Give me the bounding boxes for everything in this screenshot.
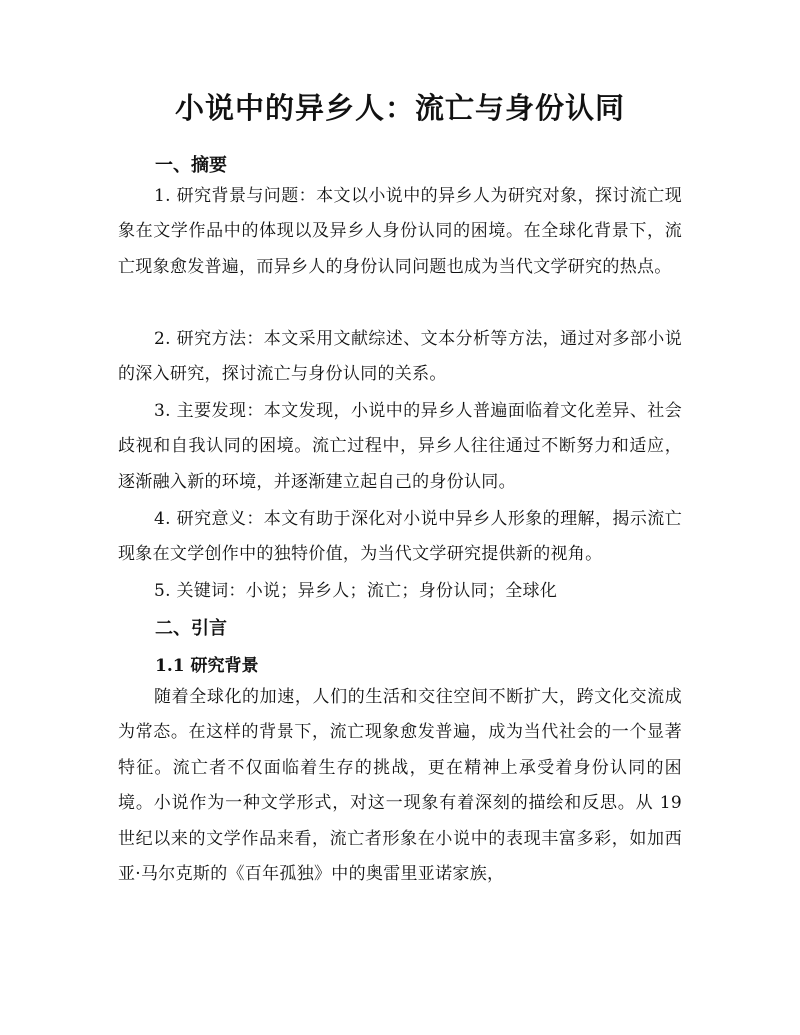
abstract-paragraph-3: 3. 主要发现：本文发现，小说中的异乡人普遍面临着文化差异、社会歧视和自我认同的困境。流亡过程中，异乡人往往通过不断努力和适应，逐渐融入新的环境，并逐渐建立起自己的身份认同。 (118, 401, 682, 492)
abstract-paragraph-4: 4. 研究意义：本文有助于深化对小说中异乡人形象的理解，揭示流亡现象在文学创作中的独特价值，为当代文学研究提供新的视角。 (118, 509, 682, 565)
document-title: 小说中的异乡人：流亡与身份认同 (174, 91, 625, 125)
abstract-paragraph-1: 1. 研究背景与问题：本文以小说中的异乡人为研究对象，探讨流亡现象在文学作品中的体现以及异乡人身份认同的困境。在全球化背景下，流亡现象愈发普遍，而异乡人的身份认同问题也成为当代文学研究的热点。 (118, 186, 682, 277)
abstract-paragraph-2: 2. 研究方法：本文采用文献综述、文本分析等方法，通过对多部小说的深入研究，探讨流亡与身份认同的关系。 (118, 329, 682, 385)
section-heading-introduction: 二、引言 (155, 618, 227, 639)
section-heading-abstract: 一、摘要 (155, 155, 227, 176)
abstract-keywords: 5. 关键词：小说；异乡人；流亡；身份认同；全球化 (154, 581, 558, 601)
subsection-heading-background: 1.1 研究背景 (155, 656, 259, 676)
introduction-paragraph: 随着全球化的加速，人们的生活和交往空间不断扩大，跨文化交流成为常态。在这样的背景下，流亡现象愈发普遍，成为当代社会的一个显著特征。流亡者不仅面临着生存的挑战，更在精神上承受着身份认同的困境。小说作为一种文学形式，对这一现象有着深刻的描绘和反思。从 19 世纪以来的文学作品来看，流亡者形象在小说中的表现丰富多彩，如加西亚·马尔克斯的《百年孤独》中的奥雷里亚诺家族， (118, 687, 682, 885)
